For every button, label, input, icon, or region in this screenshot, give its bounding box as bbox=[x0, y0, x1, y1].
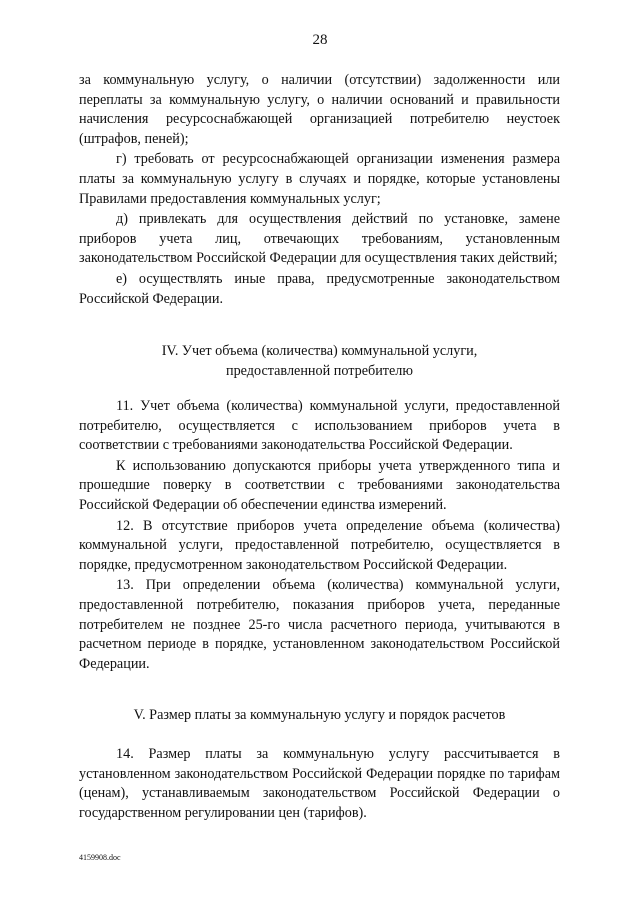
paragraph-13: 13. При определении объема (количества) коммунальной услуги, предоставленной потребителю, показания приборов учета, переданные потребителем не позднее 25-го числа расчетного периода, учитываются в расчетном периоде в порядке, установленном законодательством Российской Федерации. bbox=[79, 577, 560, 672]
paragraph-continuation: за коммунальную услугу, о наличии (отсутствии) задолженности или переплаты за коммунальную услугу, о наличии оснований и правильности начисления ресурсоснабжающей организацией потребителю неустоек (штрафов, пеней); bbox=[79, 72, 560, 147]
page-number: 28 bbox=[312, 32, 328, 48]
paragraph-item-e: е) осуществлять иные права, предусмотренные законодательством Российской Федерации. bbox=[79, 270, 560, 307]
section-4-heading-line1: IV. Учет объема (количества) коммунальной услуги, bbox=[161, 343, 478, 359]
paragraph-item-d: д) привлекать для осуществления действий по установке, замене приборов учета лиц, отвечающих требованиям, установленным законодательством Российской Федерации для осуществления таких действий; bbox=[79, 211, 560, 267]
rights-list-continuation bbox=[79, 71, 560, 309]
section-5-heading bbox=[79, 706, 560, 726]
paragraph-12: 12. В отсутствие приборов учета определение объема (количества) коммунальной услуги, предоставленной потребителю, осуществляется в порядке, предусмотренном законодательством Российской Федерации. bbox=[79, 517, 560, 573]
paragraph-11-meters: К использованию допускаются приборы учета утвержденного типа и прошедшие поверку в соответствии с требованиями законодательства Российской Федерации об обеспечении единства измерений. bbox=[79, 457, 560, 513]
section-4-heading-line2: предоставленной потребителю bbox=[226, 362, 413, 379]
paragraph-14: 14. Размер платы за коммунальную услугу рассчитывается в установленном законодательством Российской Федерации порядке по тарифам (ценам), устанавливаемым законодательством Российской Федерации о государственном регулировании цен (тарифов). bbox=[79, 746, 560, 821]
paragraph-item-g: г) требовать от ресурсоснабжающей организации изменения размера платы за коммунальную услугу в случаях и порядке, которые установлены Правилами предоставления коммунальных услуг; bbox=[79, 151, 560, 207]
section-5-heading-line: V. Размер платы за коммунальную услугу и порядок расчетов bbox=[133, 707, 506, 723]
section-4-heading bbox=[79, 342, 560, 381]
section-5-body bbox=[79, 745, 560, 823]
footer-filename: 4159908.doc bbox=[79, 853, 121, 862]
section-4-body bbox=[79, 397, 560, 674]
paragraph-11: 11. Учет объема (количества) коммунальной услуги, предоставленной потребителю, осуществляется с использованием приборов учета в соответствии с требованиями законодательства Российской Федерации. bbox=[79, 398, 560, 454]
